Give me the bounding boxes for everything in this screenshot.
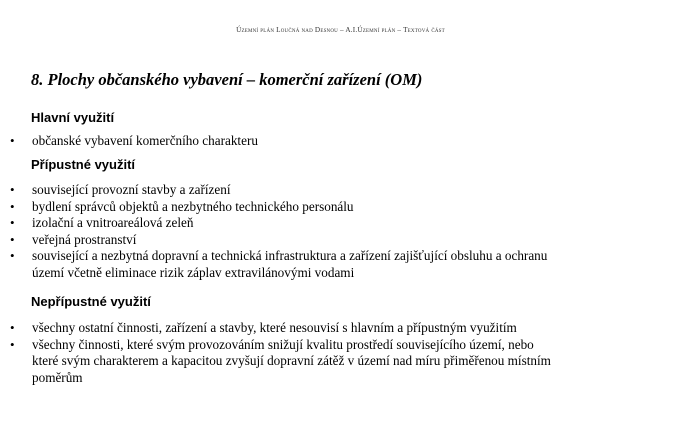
- bullet-icon: •: [10, 320, 15, 335]
- list-item-text: které svým charakterem a kapacitou zvyšují dopravní zátěž v území nad míru přiměřenou místním: [32, 353, 551, 369]
- list-item: [0, 182, 547, 199]
- bullet-icon: •: [10, 231, 15, 247]
- running-header: Územní plán Loučná nad Desnou – A.I.Územní plán – Textová část: [236, 26, 445, 34]
- bullet-icon: •: [10, 182, 15, 197]
- list-nepripustne-vyuziti: [0, 320, 551, 386]
- list-item: [0, 320, 551, 337]
- list-item-text: související provozní stavby a zařízení: [32, 182, 231, 197]
- bullet-icon: •: [10, 133, 15, 148]
- list-item-continuation: [0, 353, 551, 370]
- section-title: 8. Plochy občanského vybavení – komerční zařízení (OM): [31, 70, 423, 89]
- list-item-text: všechny činnosti, které svým provozováním snižují kvalitu prostředí souvisejícího území, nebo: [32, 336, 534, 352]
- bullet-icon: •: [10, 248, 15, 264]
- bullet-icon: •: [10, 198, 15, 214]
- list-item-continuation: [0, 370, 551, 387]
- list-item: [0, 337, 551, 354]
- heading-hlavni-vyuziti: Hlavní využití: [31, 110, 115, 125]
- list-item-text: poměrům: [32, 369, 83, 385]
- list-item: [0, 133, 258, 150]
- heading-pripustne-vyuziti: Přípustné využití: [31, 157, 136, 172]
- list-item: [0, 215, 547, 232]
- bullet-icon: •: [10, 215, 15, 231]
- list-item: [0, 248, 547, 265]
- list-item-text: bydlení správců objektů a nezbytného technického personálu: [32, 198, 354, 214]
- list-item-text: občanské vybavení komerčního charakteru: [32, 133, 258, 148]
- list-item: [0, 199, 547, 216]
- list-item-text: všechny ostatní činnosti, zařízení a stavby, které nesouvisí s hlavním a přípustným využitím: [32, 320, 517, 335]
- list-item-continuation: [0, 265, 547, 282]
- list-item: [0, 232, 547, 249]
- list-item-text: veřejná prostranství: [32, 231, 137, 247]
- list-hlavni-vyuziti: [0, 133, 258, 150]
- list-pripustne-vyuziti: [0, 182, 547, 282]
- bullet-icon: •: [10, 336, 15, 352]
- heading-nepripustne-vyuziti: Nepřípustné využití: [31, 294, 151, 309]
- list-item-text: související a nezbytná dopravní a technická infrastruktura a zařízení zajišťující obsluhu a ochranu: [32, 248, 548, 264]
- list-item-text: izolační a vnitroareálová zeleň: [32, 215, 194, 231]
- list-item-text: území včetně eliminace rizik záplav extravilánovými vodami: [32, 264, 355, 280]
